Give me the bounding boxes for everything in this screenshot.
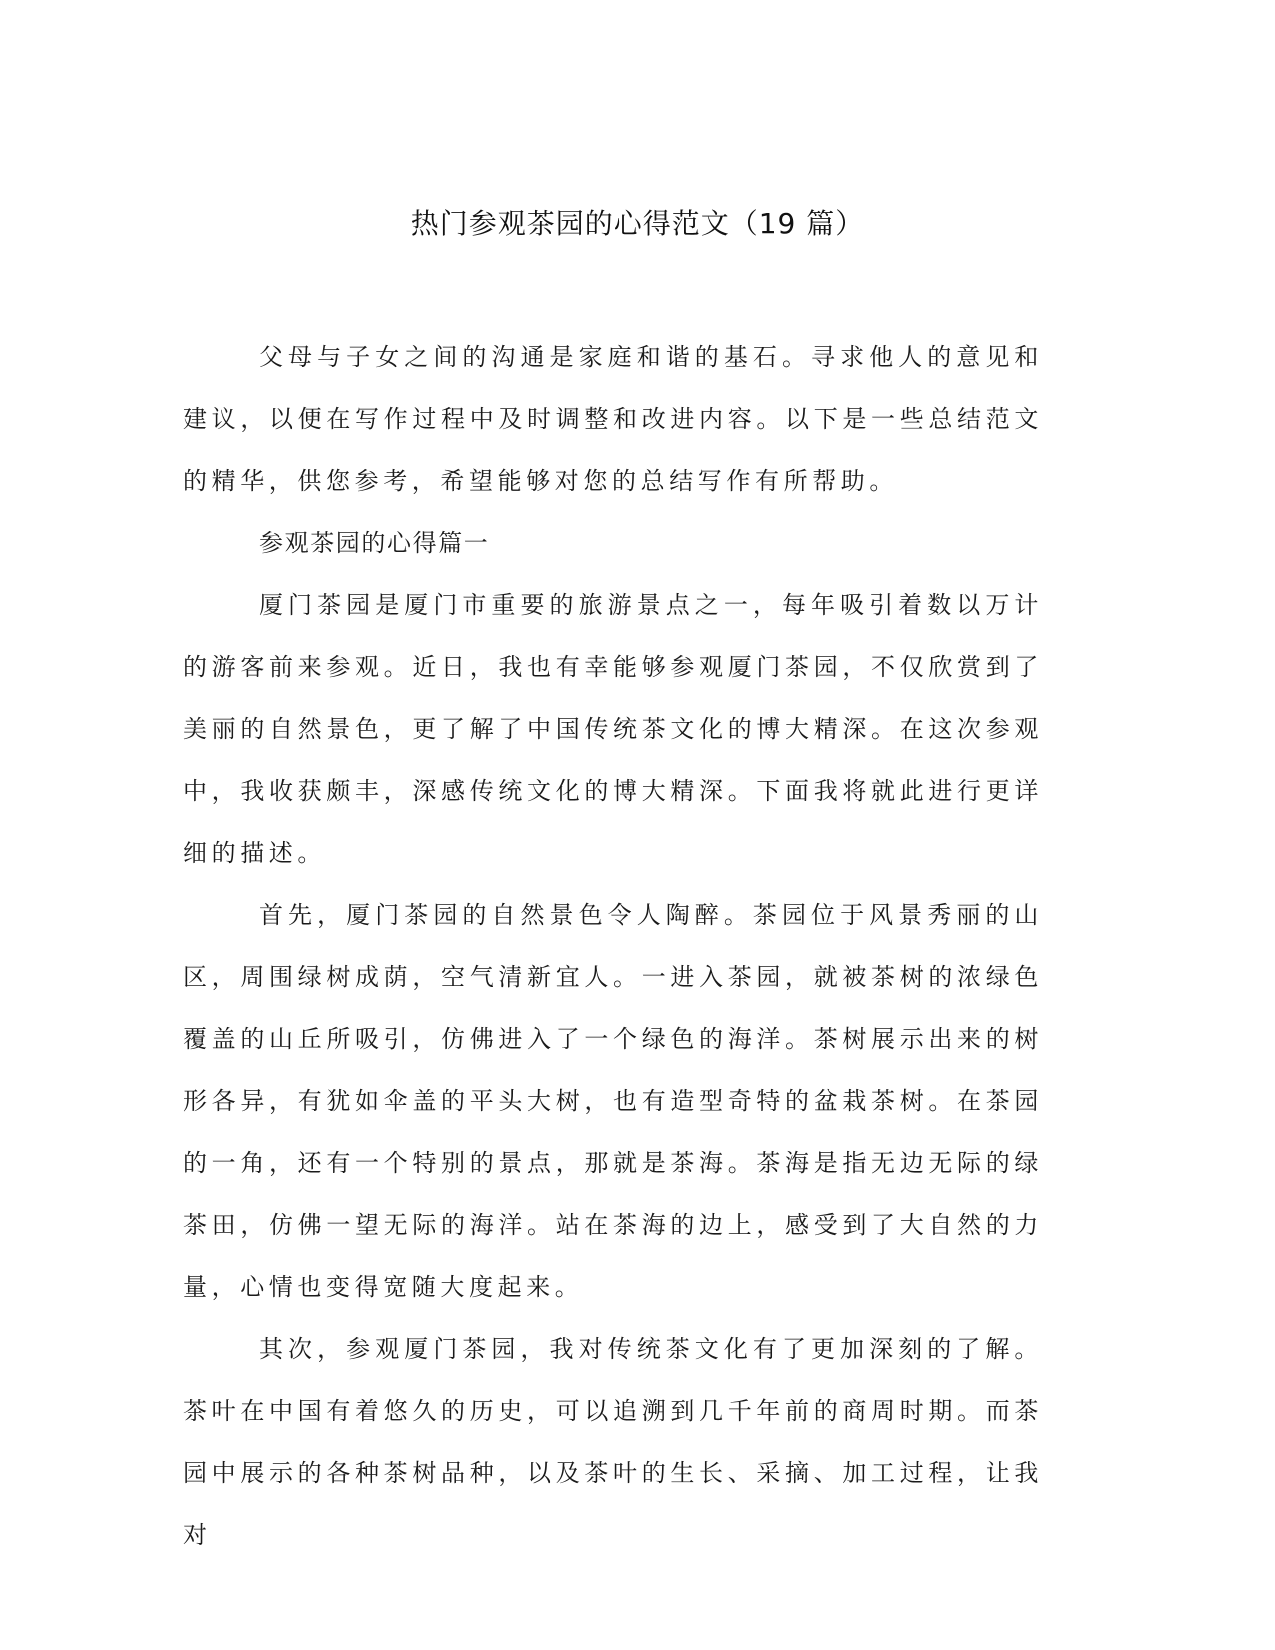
body-paragraph: 厦门茶园是厦门市重要的旅游景点之一，每年吸引着数以万计的游客前来参观。近日，我也有幸能够参观厦门茶园，不仅欣赏到了美丽的自然景色，更了解了中国传统茶文化的博大精深。在这次参观中，我收获颇丰，深感传统文化的博大精深。下面我将就此进行更详细的描述。: [183, 591, 1043, 867]
document-title: 热门参观茶园的心得范文（19 篇）: [410, 207, 865, 240]
section-heading: 参观茶园的心得篇一: [259, 529, 490, 557]
document-body: [183, 326, 1043, 1566]
body-paragraph: 首先，厦门茶园的自然景色令人陶醉。茶园位于风景秀丽的山区，周围绿树成荫，空气清新宜人。一进入茶园，就被茶树的浓绿色覆盖的山丘所吸引，仿佛进入了一个绿色的海洋。茶树展示出来的树形各异，有犹如伞盖的平头大树，也有造型奇特的盆栽茶树。在茶园的一角，还有一个特别的景点，那就是茶海。茶海是指无边无际的绿茶田，仿佛一望无际的海洋。站在茶海的边上，感受到了大自然的力量，心情也变得宽随大度起来。: [183, 901, 1043, 1301]
intro-paragraph: 父母与子女之间的沟通是家庭和谐的基石。寻求他人的意见和建议，以便在写作过程中及时调整和改进内容。以下是一些总结范文的精华，供您参考，希望能够对您的总结写作有所帮助。: [183, 343, 1043, 495]
body-paragraph: 其次，参观厦门茶园，我对传统茶文化有了更加深刻的了解。茶叶在中国有着悠久的历史，可以追溯到几千年前的商周时期。而茶园中展示的各种茶树品种，以及茶叶的生长、采摘、加工过程，让我对: [183, 1335, 1043, 1549]
